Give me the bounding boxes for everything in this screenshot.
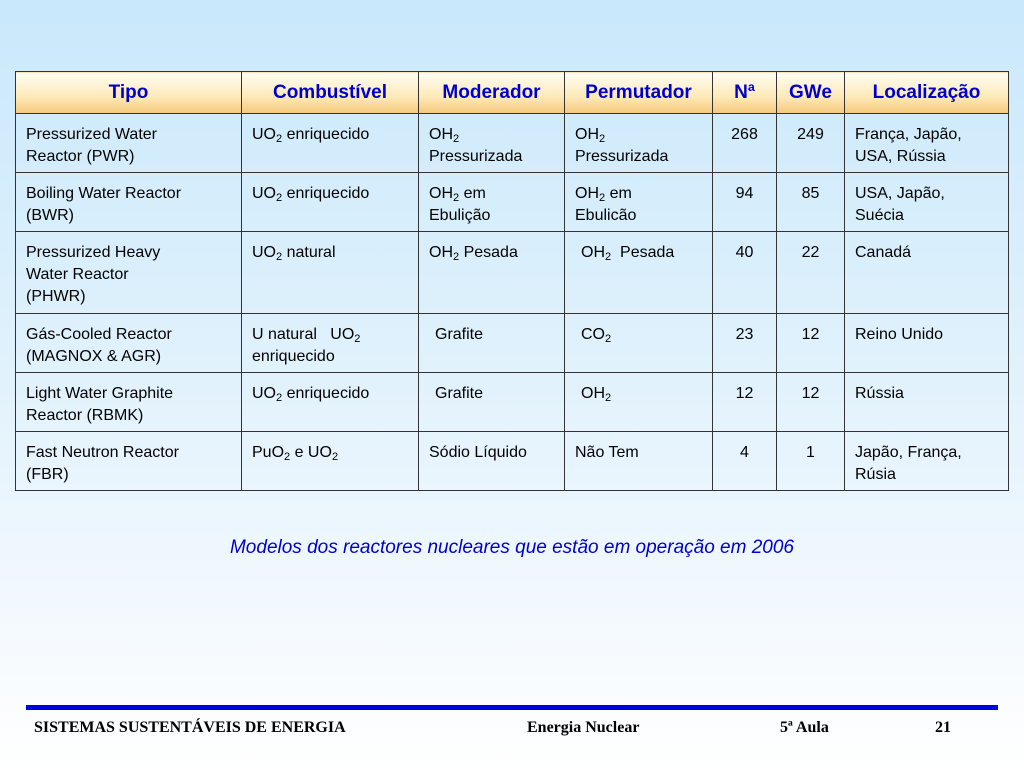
cell-localizacao: Reino Unido — [845, 314, 1009, 373]
header-permutador: Permutador — [565, 72, 713, 114]
cell-numero: 94 — [713, 173, 777, 232]
cell-gwe: 85 — [777, 173, 845, 232]
cell-tipo: Boiling Water Reactor (BWR) — [16, 173, 242, 232]
cell-localizacao: Japão, França, Rúsia — [845, 432, 1009, 491]
cell-moderador: $OH_2$ Pressurizada — [419, 114, 565, 173]
cell-gwe: 22 — [777, 232, 845, 314]
cell-combustivel: U natural $UO_2$ enriquecido — [242, 314, 419, 373]
table-caption: Modelos dos reactores nucleares que estão em operação em 2006 — [229, 537, 794, 558]
footer-page-number: 21 — [935, 719, 951, 736]
cell-tipo: Fast Neutron Reactor (FBR) — [16, 432, 242, 491]
cell-tipo: Light Water Graphite Reactor (RBMK) — [16, 373, 242, 432]
cell-localizacao: USA, Japão, Suécia — [845, 173, 1009, 232]
cell-gwe: 12 — [777, 314, 845, 373]
cell-combustivel: $UO_2$ enriquecido — [242, 114, 419, 173]
cell-combustivel: PuO$_2$ e $UO_2$ — [242, 432, 419, 491]
header-combustivel: Combustível — [242, 72, 419, 114]
cell-numero: 4 — [713, 432, 777, 491]
table-row — [16, 373, 1009, 432]
header-gwe: GWe — [777, 72, 845, 114]
cell-tipo: Gás-Cooled Reactor (MAGNOX & AGR) — [16, 314, 242, 373]
cell-gwe: 1 — [777, 432, 845, 491]
cell-permutador: $OH_2$ — [565, 373, 713, 432]
cell-numero: 23 — [713, 314, 777, 373]
cell-numero: 268 — [713, 114, 777, 173]
cell-tipo: Pressurized Water Reactor (PWR) — [16, 114, 242, 173]
cell-permutador: $OH_2$ Pressurizada — [565, 114, 713, 173]
cell-numero: 40 — [713, 232, 777, 314]
cell-localizacao: Canadá — [845, 232, 1009, 314]
cell-permutador: $OH_2$ em Ebulicão — [565, 173, 713, 232]
table-row — [16, 173, 1009, 232]
cell-permutador: $CO_2$ — [565, 314, 713, 373]
cell-gwe: 249 — [777, 114, 845, 173]
cell-combustivel: $UO_2$ enriquecido — [242, 373, 419, 432]
table-row — [16, 432, 1009, 491]
header-numero: Nª — [713, 72, 777, 114]
cell-permutador: $OH_2$ Pesada — [565, 232, 713, 314]
cell-permutador: Não Tem — [565, 432, 713, 491]
table-header-row — [16, 72, 1009, 114]
cell-tipo: Pressurized Heavy Water Reactor (PHWR) — [16, 232, 242, 314]
header-tipo: Tipo — [16, 72, 242, 114]
table-row — [16, 314, 1009, 373]
cell-numero: 12 — [713, 373, 777, 432]
table-row — [16, 114, 1009, 173]
footer-rule — [26, 705, 998, 710]
cell-moderador: Grafite — [419, 373, 565, 432]
reactor-models-table — [15, 71, 1009, 491]
footer-lesson: 5ª Aula — [780, 719, 829, 736]
cell-moderador: $OH_2$ Pesada — [419, 232, 565, 314]
cell-moderador: Sódio Líquido — [419, 432, 565, 491]
cell-combustivel: $UO_2$ natural — [242, 232, 419, 314]
footer-topic: Energia Nuclear — [527, 719, 640, 736]
cell-gwe: 12 — [777, 373, 845, 432]
footer-course-title: SISTEMAS SUSTENTÁVEIS DE ENERGIA — [34, 719, 346, 736]
cell-moderador: $OH_2$ em Ebulição — [419, 173, 565, 232]
cell-combustivel: $UO_2$ enriquecido — [242, 173, 419, 232]
table-row — [16, 232, 1009, 314]
cell-moderador: Grafite — [419, 314, 565, 373]
cell-localizacao: Rússia — [845, 373, 1009, 432]
header-moderador: Moderador — [419, 72, 565, 114]
header-localizacao: Localização — [845, 72, 1009, 114]
cell-localizacao: França, Japão, USA, Rússia — [845, 114, 1009, 173]
